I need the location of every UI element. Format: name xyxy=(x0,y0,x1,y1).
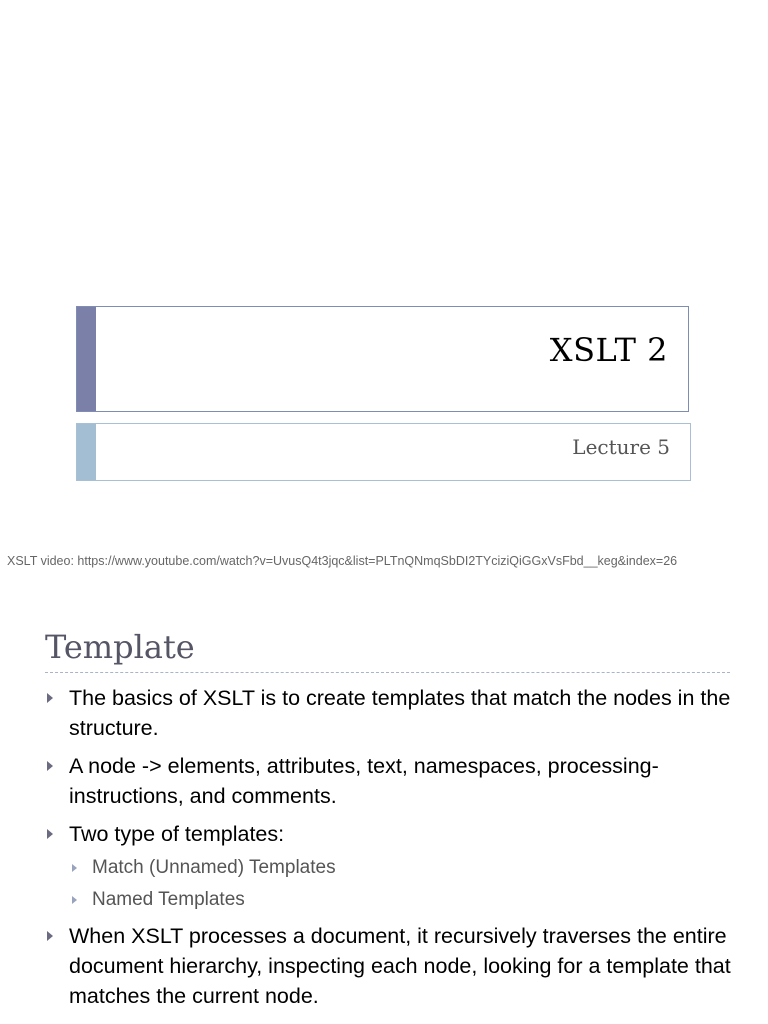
sub-bullet-item xyxy=(69,855,745,881)
slide-heading: Template xyxy=(45,628,195,666)
sub-bullet-triangle-icon xyxy=(72,896,77,904)
bullet-list xyxy=(45,683,745,1019)
heading-divider xyxy=(45,672,730,673)
sub-bullet-list xyxy=(69,855,745,913)
bullet-triangle-icon xyxy=(47,829,53,839)
title-box xyxy=(76,306,689,412)
video-link-note: XSLT video: https://www.youtube.com/watch?v=UvusQ4t3jqc&list=PLTnQNmqSbDI2TYciziQiGGxVsFbd__keg&index=26 xyxy=(7,554,678,568)
bullet-triangle-icon xyxy=(47,761,53,771)
sub-bullet-item xyxy=(69,887,745,913)
bullet-item xyxy=(45,921,745,1011)
bullet-triangle-icon xyxy=(47,931,53,941)
subtitle-accent-bar xyxy=(77,424,96,480)
bullet-item xyxy=(45,751,745,811)
slide-title: XSLT 2 xyxy=(549,331,668,369)
bullet-text: Two type of templates: xyxy=(69,822,285,846)
bullet-item xyxy=(45,683,745,743)
bullet-text: A node -> elements, attributes, text, namespaces, processing-instructions, and comments. xyxy=(69,754,659,808)
sub-bullet-text: Match (Unnamed) Templates xyxy=(92,857,336,878)
bullet-text: The basics of XSLT is to create templates that match the nodes in the structure. xyxy=(69,686,731,740)
template-slide xyxy=(0,600,768,1024)
bullet-item xyxy=(45,819,745,913)
bullet-text: When XSLT processes a document, it recursively traverses the entire document hierarchy, inspecting each node, looking for a template that matches the current node. xyxy=(69,924,731,1008)
sub-bullet-text: Named Templates xyxy=(92,889,245,910)
sub-bullet-triangle-icon xyxy=(72,864,77,872)
title-accent-bar xyxy=(77,307,96,411)
bullet-triangle-icon xyxy=(47,693,53,703)
subtitle-box xyxy=(76,423,691,481)
slide-subtitle: Lecture 5 xyxy=(572,435,670,459)
